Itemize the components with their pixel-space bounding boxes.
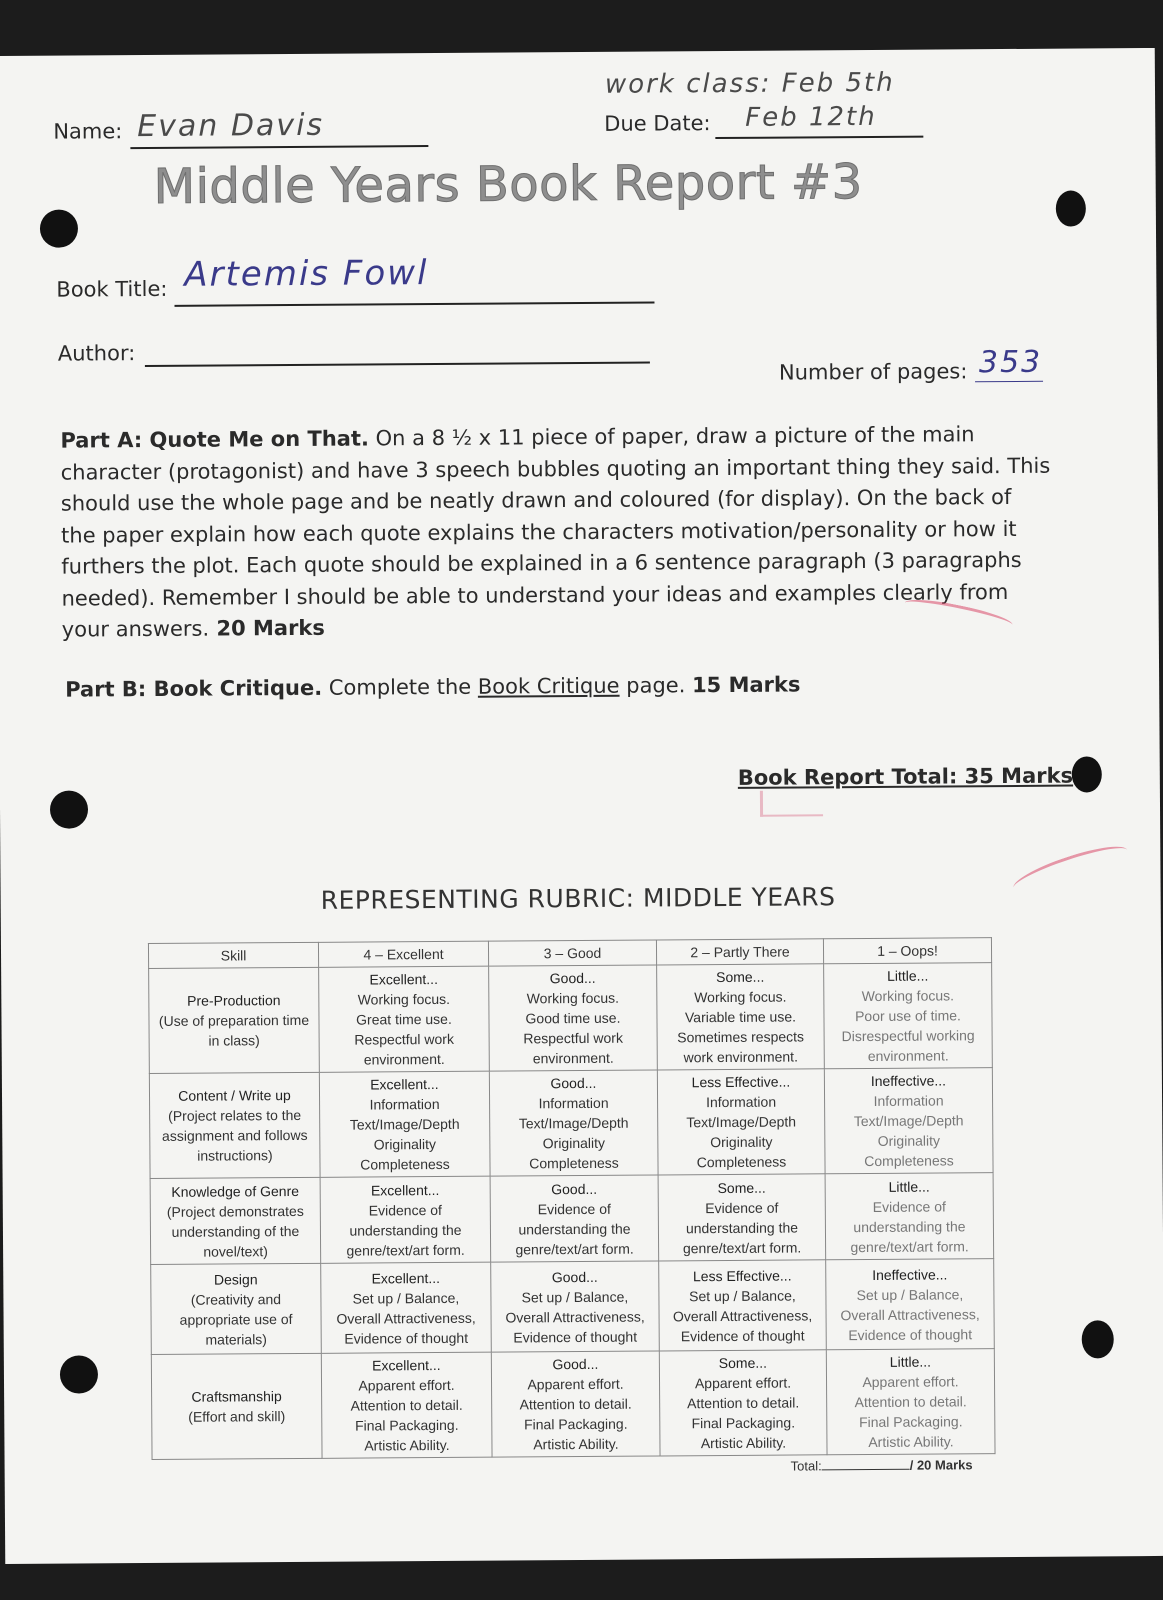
table-row — [149, 1068, 993, 1179]
total-suffix: / 20 Marks — [909, 1457, 973, 1473]
rubric-cell — [319, 1071, 490, 1177]
table-row — [151, 1349, 995, 1460]
criterion: genre/text/art form. — [682, 1238, 802, 1256]
skill-name: Content / Write up — [178, 1087, 291, 1104]
name-label: Name: — [53, 119, 123, 144]
book-title-label: Book Title: — [56, 276, 168, 302]
pages-handwritten: 353 — [978, 344, 1043, 381]
criterion: Apparent effort. — [527, 1375, 624, 1393]
rubric-cell — [491, 1351, 660, 1457]
level-lead: Excellent... — [370, 1075, 439, 1093]
criterion: Text/Image/Depth — [853, 1112, 964, 1130]
criterion: Set up / Balance, — [689, 1287, 796, 1304]
criterion: Working focus. — [861, 987, 955, 1005]
skill-cell — [150, 1177, 321, 1264]
skill-name: Design — [213, 1270, 258, 1288]
due-date-handwritten: Feb 12th — [745, 101, 877, 133]
part-b-pre: Complete the — [322, 674, 478, 700]
criterion: Respectful work environment. — [354, 1030, 454, 1068]
level-lead: Little... — [889, 1353, 932, 1370]
criterion: Great time use. — [356, 1010, 452, 1028]
criterion: Evidence of — [537, 1200, 611, 1217]
criterion: Artistic Ability. — [700, 1434, 787, 1452]
criterion: Attention to detail. — [687, 1394, 800, 1412]
book-critique-link: Book Critique — [477, 673, 620, 699]
criterion: Text/Image/Depth — [686, 1113, 797, 1131]
book-title-line — [174, 301, 654, 306]
rubric-cell — [826, 1349, 995, 1455]
criterion: Disrespectful working environment. — [841, 1027, 975, 1064]
criterion: Information — [538, 1094, 609, 1112]
pages-line — [975, 381, 1043, 382]
rubric-cell — [320, 1176, 491, 1263]
criterion: Completeness — [696, 1153, 787, 1171]
rubric-cell — [657, 1069, 825, 1175]
skill-cell — [149, 1072, 320, 1178]
level-lead: Less Effective... — [691, 1073, 791, 1091]
criterion: Working focus. — [694, 988, 787, 1006]
level-lead: Excellent... — [372, 1356, 441, 1374]
criterion: Good time use. — [525, 1009, 621, 1027]
rubric-cell — [657, 964, 825, 1070]
criterion: Information — [873, 1092, 944, 1109]
criterion: Apparent effort. — [862, 1373, 959, 1391]
criterion: Attention to detail. — [350, 1396, 463, 1414]
rubric-header-cell: 2 – Partly There — [656, 939, 823, 965]
part-a-marks: 20 Marks — [209, 615, 325, 641]
name-line — [130, 145, 428, 149]
level-lead: Some... — [717, 1179, 766, 1196]
criterion: Evidence of — [872, 1197, 946, 1215]
level-lead: Good... — [552, 1355, 599, 1373]
rubric-cell — [659, 1260, 827, 1351]
criterion: Artistic Ability. — [868, 1433, 954, 1451]
total-blank — [822, 1469, 910, 1471]
rubric-cell — [659, 1350, 827, 1456]
rubric-cell — [489, 1070, 658, 1176]
criterion: Set up / Balance, — [352, 1289, 460, 1307]
table-row — [151, 1259, 995, 1355]
criterion: Information — [369, 1095, 440, 1113]
rubric-cell — [319, 966, 490, 1072]
criterion: Apparent effort. — [694, 1374, 792, 1392]
rubric-cell — [491, 1261, 660, 1352]
level-lead: Less Effective... — [692, 1267, 792, 1284]
level-lead: Good... — [550, 1074, 597, 1092]
skill-cell — [149, 967, 320, 1073]
criterion: genre/text/art form. — [515, 1240, 634, 1257]
criterion: Evidence of thought — [848, 1325, 973, 1343]
criterion: Overall Attractiveness, — [672, 1306, 813, 1324]
criterion: Completeness — [864, 1152, 954, 1170]
rubric-cell — [489, 965, 658, 1071]
level-lead: Excellent... — [370, 1181, 440, 1198]
skill-cell — [151, 1263, 322, 1354]
criterion: Originality — [710, 1133, 773, 1151]
author-label: Author: — [57, 341, 136, 366]
skill-description: (Effort and skill) — [188, 1408, 286, 1425]
criterion: Respectful work environment. — [523, 1029, 623, 1067]
criterion: Attention to detail. — [854, 1393, 967, 1411]
criterion: understanding the — [853, 1217, 966, 1235]
binder-hole-left-top — [40, 209, 78, 247]
rubric-title: REPRESENTING RUBRIC: MIDDLE YEARS — [320, 882, 836, 915]
criterion: Variable time use. — [684, 1008, 797, 1026]
red-pen-mark — [760, 790, 823, 816]
due-date-line — [715, 136, 923, 139]
part-b-heading: Part B: Book Critique. — [65, 675, 323, 702]
skill-description: (Use of preparation time in class) — [158, 1011, 310, 1049]
red-pen-mark — [1010, 838, 1132, 900]
table-row — [149, 963, 993, 1074]
part-b-marks: 15 Marks — [691, 672, 801, 698]
book-report-total: Book Report Total: 35 Marks — [737, 763, 1074, 790]
criterion: Completeness — [529, 1154, 619, 1172]
criterion: Final Packaging. — [354, 1416, 459, 1434]
criterion: Text/Image/Depth — [518, 1114, 629, 1132]
page-title: Middle Years Book Report #3 — [153, 154, 863, 215]
rubric-header-cell: Skill — [148, 942, 318, 968]
author-line — [145, 362, 650, 368]
rubric-cell — [824, 963, 993, 1069]
criterion: Originality — [373, 1136, 437, 1153]
criterion: Working focus. — [526, 989, 620, 1007]
criterion: Completeness — [360, 1155, 450, 1173]
criterion: Information — [705, 1093, 777, 1111]
criterion: Evidence of thought — [680, 1326, 805, 1344]
name-handwritten: Evan Davis — [137, 107, 325, 145]
level-lead: Good... — [551, 1180, 598, 1197]
rubric-header-cell: 4 – Excellent — [318, 941, 488, 967]
rubric-cell — [658, 1174, 826, 1261]
level-lead: Ineffective... — [872, 1265, 948, 1283]
table-row — [150, 1173, 994, 1265]
work-class-note: work class: Feb 5th — [604, 67, 895, 100]
skill-description: (Project demonstrates understanding of the novel/text) — [166, 1202, 304, 1260]
binder-hole-right-bottom — [1082, 1320, 1114, 1358]
level-lead: Little... — [888, 1178, 930, 1195]
criterion: understanding the — [685, 1218, 799, 1236]
skill-name: Pre-Production — [187, 992, 281, 1009]
criterion: Sometimes respects work environment. — [677, 1028, 805, 1066]
criterion: Originality — [542, 1134, 606, 1152]
criterion: Artistic Ability. — [533, 1435, 619, 1453]
criterion: Set up / Balance, — [856, 1285, 964, 1303]
criterion: Originality — [877, 1132, 941, 1149]
due-date-label: Due Date: — [604, 111, 711, 136]
criterion: Evidence of — [705, 1199, 779, 1216]
part-a-heading: Part A: Quote Me on That. — [60, 426, 369, 453]
criterion: Overall Attractiveness, — [840, 1305, 980, 1323]
rubric-header-cell: 3 – Good — [488, 940, 656, 966]
rubric-cell — [321, 1352, 492, 1458]
criterion: Poor use of time. — [854, 1007, 961, 1025]
skill-description: (Project relates to the assignment and follows instructions) — [161, 1106, 308, 1164]
document-page — [0, 48, 1163, 1564]
criterion: Overall Attractiveness, — [336, 1309, 476, 1327]
criterion: Final Packaging. — [691, 1414, 796, 1432]
level-lead: Little... — [887, 967, 929, 984]
criterion: Final Packaging. — [858, 1413, 963, 1431]
level-lead: Ineffective... — [870, 1072, 947, 1089]
criterion: understanding the — [518, 1220, 631, 1237]
part-b-post: page. — [619, 673, 693, 698]
rubric-cell — [321, 1262, 492, 1353]
skill-cell — [151, 1353, 322, 1459]
criterion: Attention to detail. — [519, 1395, 632, 1413]
rubric-table — [148, 937, 996, 1460]
criterion: genre/text/art form. — [346, 1241, 465, 1259]
level-lead: Some... — [718, 1354, 768, 1372]
criterion: Text/Image/Depth — [349, 1115, 460, 1133]
binder-hole-left-middle — [50, 790, 88, 828]
skill-description: (Creativity and appropriate use of materials) — [179, 1290, 293, 1348]
binder-hole-right-top — [1056, 190, 1086, 226]
part-a-paragraph — [60, 419, 1052, 646]
criterion: genre/text/art form. — [850, 1237, 969, 1255]
criterion: understanding the — [349, 1221, 462, 1239]
criterion: Apparent effort. — [358, 1376, 455, 1394]
part-b-line — [65, 672, 800, 701]
rubric-header-cell: 1 – Oops! — [823, 938, 991, 964]
level-lead: Some... — [716, 968, 765, 986]
pages-label: Number of pages: — [778, 359, 968, 385]
skill-name: Craftsmanship — [191, 1388, 282, 1405]
criterion: Final Packaging. — [523, 1415, 628, 1433]
binder-hole-right-middle — [1072, 756, 1102, 792]
book-title-handwritten: Artemis Fowl — [184, 253, 429, 295]
criterion: Evidence of thought — [344, 1329, 469, 1347]
rubric-total-line — [791, 1457, 973, 1473]
total-label: Total: — [790, 1458, 822, 1474]
level-lead: Excellent... — [369, 970, 438, 988]
level-lead: Good... — [549, 969, 596, 987]
criterion: Working focus. — [357, 990, 451, 1008]
criterion: Set up / Balance, — [521, 1288, 629, 1305]
part-a-body: On a 8 ½ x 11 piece of paper, draw a picture of the main character (protagonist) and have 3 speech bubbles quoting an important thing they said. This should use the whole page and be neatly drawn and coloured (for display). On the back of the paper explain how each quote explains the characters motivation/personality or how it furthers the plot. Each quote should be explained in a 6 sentence paragraph (3 paragraphs needed). Remember I should be able to understand your ideas and examples clearly from your answers. — [60, 422, 1051, 642]
binder-hole-left-bottom — [60, 1355, 98, 1393]
criterion: Artistic Ability. — [364, 1436, 450, 1454]
criterion: Evidence of thought — [513, 1328, 638, 1345]
criterion: Overall Attractiveness, — [505, 1308, 645, 1326]
skill-name: Knowledge of Genre — [171, 1182, 300, 1200]
rubric-cell — [490, 1175, 659, 1262]
rubric-cell — [824, 1068, 993, 1174]
level-lead: Excellent... — [371, 1269, 441, 1286]
rubric-cell — [825, 1173, 994, 1260]
criterion: Evidence of — [368, 1201, 442, 1218]
rubric-cell — [826, 1259, 995, 1350]
level-lead: Good... — [551, 1268, 598, 1285]
